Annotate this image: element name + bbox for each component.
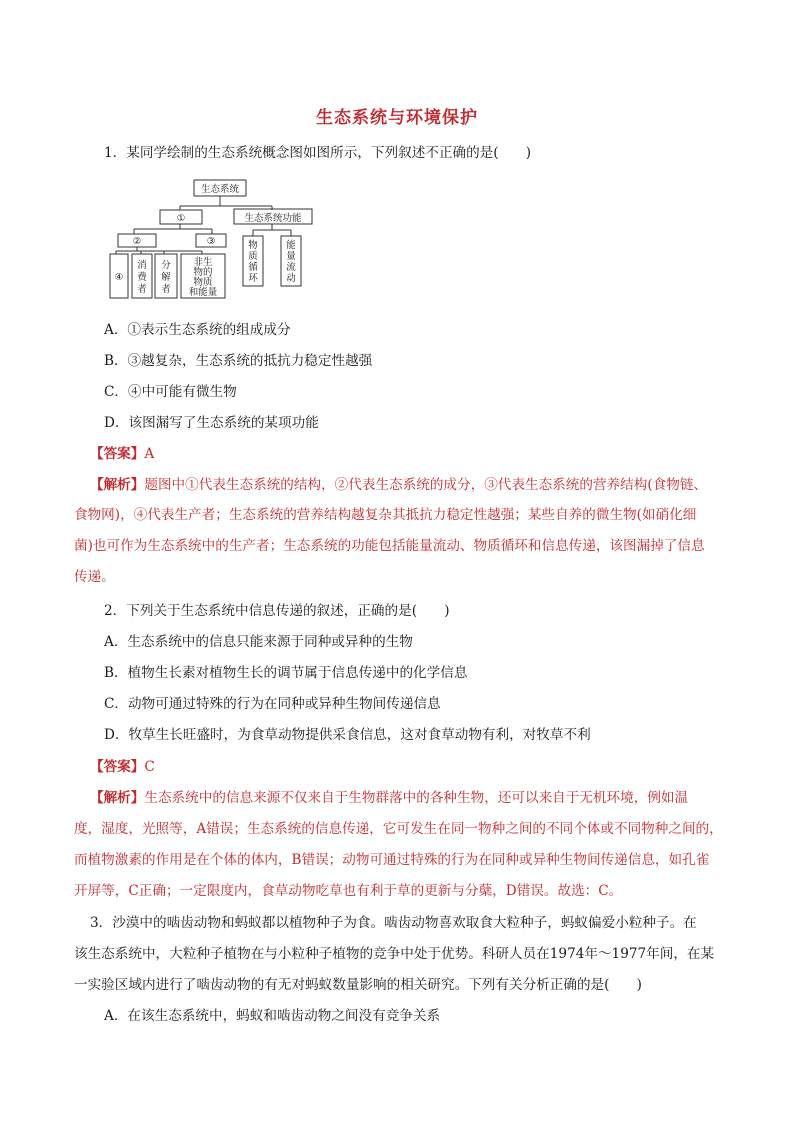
q1-analysis-line-1 [90,475,707,495]
q3-stem-line-3: 一实验区域内进行了啮齿动物的有无对蚂蚁数量影响的相关研究。下列有关分析正确的是( ) [74,977,642,993]
diagram-abiotic-line1: 非生 [193,257,213,268]
q2-answer [90,757,155,777]
q1-analysis-text-1: 题图中①代表生态系统的结构，②代表生态系统的成分，③代表生态系统的营养结构(食物链、 [144,477,708,493]
q1-answer-value: A [144,446,155,462]
q2-analysis-line-4: 开屏等，C正确；一定限度内，食草动物吃草也有利于草的更新与分蘖，D错误。故选：C。 [74,883,623,899]
ecosystem-concept-diagram [108,176,318,304]
diagram-flow-line3: 流 [286,262,296,273]
diagram-cycle-line3: 循 [248,262,258,273]
diagram-n1-label: ① [176,213,186,224]
q2-option-d: D．牧草生长旺盛时，为食草动物提供采食信息，这对食草动物有利，对牧草不利 [104,727,591,743]
q2-analysis-line-1 [90,788,688,808]
q1-analysis-tag: 【解析】 [90,477,145,493]
diagram-decomposer-line1: 分 [161,260,171,271]
diagram-n4-label: ④ [114,272,124,283]
q2-option-b: B．植物生长素对植物生长的调节属于信息传递中的化学信息 [104,665,468,681]
diagram-flow-line4: 动 [286,273,296,284]
diagram-abiotic-line4: 和能量 [188,287,218,298]
diagram-root-label: 生态系统 [200,184,240,195]
page-title: 生态系统与环境保护 [316,108,478,128]
diagram-decomposer-line3: 者 [161,284,171,295]
q1-analysis-line-2: 食物网)，④代表生产者；生态系统的营养结构越复杂其抵抗力稳定性越强；某些自养的微生物(如硝化细 [74,507,697,523]
diagram-n3-label: ③ [206,236,216,247]
diagram-consumer-line3: 者 [137,284,147,295]
diagram-consumer-line2: 费 [137,272,147,283]
diagram-abiotic-line2: 物的 [193,267,213,278]
q1-answer-tag: 【答案】 [90,446,145,462]
diagram-flow-line1: 能 [286,240,296,251]
q1-analysis-line-4: 传递。 [74,569,115,585]
q2-analysis-text-1: 生态系统中的信息来源不仅来自于生物群落中的各种生物，还可以来自于无机环境，例如温 [144,790,689,806]
q1-option-d: D．该图漏写了生态系统的某项功能 [104,415,319,431]
q2-answer-value: C [144,759,155,775]
diagram-flow-line2: 量 [286,251,296,262]
q1-option-b: B．③越复杂，生态系统的抵抗力稳定性越强 [104,353,373,369]
q2-analysis-tag: 【解析】 [90,790,145,806]
diagram-function-label: 生态系统功能 [244,213,302,224]
q1-option-c: C．④中可能有微生物 [104,384,237,400]
q3-stem-line-2: 该生态系统中，大粒种子植物在与小粒种子植物的竞争中处于优势。科研人员在1974年～1977年间，在某 [74,946,715,962]
q3-option-a: A．在该生态系统中，蚂蚁和啮齿动物之间没有竞争关系 [104,1008,441,1024]
q1-stem: 1．某同学绘制的生态系统概念图如图所示，下列叙述不正确的是( ) [104,145,532,161]
q2-answer-tag: 【答案】 [90,759,145,775]
diagram-cycle-line2: 质 [248,251,258,262]
q1-answer [90,444,154,464]
diagram-cycle-line4: 环 [248,273,258,284]
diagram-abiotic-line3: 物质 [193,277,213,288]
diagram-cycle-line1: 物 [248,240,258,251]
q3-stem-line-1: 3．沙漠中的啮齿动物和蚂蚁都以植物种子为食。啮齿动物喜欢取食大粒种子，蚂蚁偏爱小粒种子。在 [90,915,697,931]
q2-option-c: C．动物可通过特殊的行为在同种或异种生物间传递信息 [104,696,441,712]
q2-analysis-line-3: 而植物激素的作用是在个体的体内，B错误；动物可通过特殊的行为在同种或异种生物间传递信息，如孔雀 [74,852,710,868]
q2-analysis-line-2: 度，湿度，光照等，A错误；生态系统的信息传递，它可发生在同一物种之间的不同个体或不同物种之间的， [74,821,723,837]
diagram-n2-label: ② [132,236,142,247]
q2-stem: 2．下列关于生态系统中信息传递的叙述，正确的是( ) [104,603,450,619]
q1-analysis-line-3: 菌)也可作为生态系统中的生产者；生态系统的功能包括能量流动、物质循环和信息传递，该图漏掉了信息 [74,538,705,554]
diagram-decomposer-line2: 解 [161,272,171,283]
q2-option-a: A．生态系统中的信息只能来源于同种或异种的生物 [104,634,413,650]
q1-option-a: A．①表示生态系统的组成成分 [104,322,291,338]
diagram-consumer-line1: 消 [137,260,147,271]
